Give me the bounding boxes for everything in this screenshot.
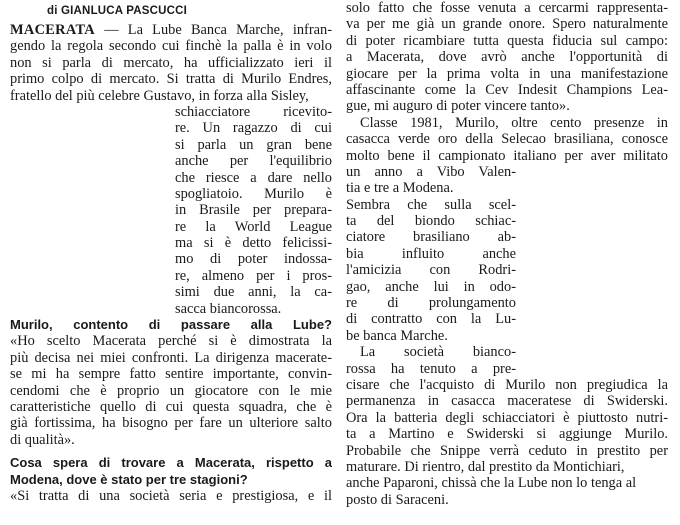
article-text-line: sacca biancorossa. bbox=[175, 300, 282, 317]
article-text-line: a Macerata, dove avrò anche l'opportunità di bbox=[346, 49, 668, 66]
article-text-line: ta a Martino e Swiderski si aggiunge Murilo. bbox=[346, 426, 668, 443]
paragraph-gap bbox=[10, 448, 332, 455]
article-text-line: spogliatoio. Murilo è bbox=[175, 185, 332, 202]
article-text-line: molto bene il campionato italiano per aver militato bbox=[346, 147, 668, 164]
article-text-line: in Brasile per prepara- bbox=[175, 202, 332, 219]
article-text-line: rossa ha tenuto a pre- bbox=[346, 360, 516, 377]
article-text-line: primo colpo di mercato. Si tratta di Murilo Endres, bbox=[10, 71, 332, 88]
article-text-line: fratello del più celebre Gustavo, in forza alla Sisley, bbox=[10, 87, 309, 104]
article-text-line: di poter ricambiare tutta questa fiducia sul campo: bbox=[346, 32, 668, 49]
article-text-line: gao, anche lui in odo- bbox=[346, 278, 516, 295]
article-text-line: cendomi che è proprio un giocatore con le mie bbox=[10, 382, 332, 399]
interview-question-line: Murilo, contento di passare alla Lube? bbox=[10, 317, 332, 333]
article-text-line: La società bianco- bbox=[360, 344, 516, 361]
interview-question-line: Cosa spera di trovare a Macerata, rispetto a bbox=[10, 455, 332, 471]
article-text-line: un anno a Vibo Valen- bbox=[346, 163, 516, 180]
article-text-line: «Si tratta di una società seria e prestigiosa, e il bbox=[10, 487, 332, 504]
article-text-line: maturare. Di rientro, dal prestito da Montichiari, bbox=[346, 458, 625, 475]
column-right-text bbox=[346, 0, 668, 508]
article-text-line: re di prolungamento bbox=[346, 295, 516, 312]
interview-question-line: Modena, dove è stato per tre stagioni? bbox=[10, 471, 248, 487]
article-text-line: mo di poter indossa- bbox=[175, 251, 332, 268]
article-text-line: si parla un gran bene bbox=[175, 136, 332, 153]
article-text-line: be banca Marche. bbox=[346, 327, 448, 344]
article-text-line: di contratto con la Lu- bbox=[346, 311, 516, 328]
article-text-line: che riesce a dare nello bbox=[175, 169, 332, 186]
article-text-line: Sembra che sulla scel- bbox=[346, 196, 516, 213]
article-text-line: «Ho scelto Macerata perché si è dimostrata la bbox=[10, 333, 332, 350]
article-text-line: schiacciatore ricevito- bbox=[175, 103, 332, 120]
dateline: MACERATA bbox=[10, 22, 96, 38]
article-text-line bbox=[10, 22, 332, 38]
article-text-line: l'amicizia con Rodri- bbox=[346, 262, 516, 279]
article-text-line: affascinante come la Cev Indesit Champions Lea- bbox=[346, 81, 668, 98]
article-text-line: posto di Saraceni. bbox=[346, 491, 449, 508]
article-text-line: più decisa nei miei confronti. La dirigenza macerate- bbox=[10, 349, 332, 366]
article-text-line: Classe 1981, Murilo, oltre cento presenze in bbox=[360, 114, 668, 131]
article-text-line: non si parla di mercato, ha ufficializzato ieri il bbox=[10, 54, 332, 71]
article-text-line: cisare che l'acquisto di Murilo non pregiudica la bbox=[346, 376, 668, 393]
article-text-line: bia influito anche bbox=[346, 245, 516, 262]
article-text-line: ta del biondo schiac- bbox=[346, 213, 516, 230]
article-text-line: se mi ha sempre fatto sentire importante, convin- bbox=[10, 366, 332, 383]
article-text-line: anche per l'equilibrio bbox=[175, 153, 332, 170]
article-text-line: Probabile che Snippe verrà ceduto in prestito per bbox=[346, 442, 668, 459]
article-text-line: re, almeno per i pros- bbox=[175, 267, 332, 284]
article-text-line: già fortissima, ha bisogno per fare un ulteriore salto bbox=[10, 415, 332, 432]
article-text-line: casacca verde oro della Selecao brasiliana, conosce bbox=[346, 131, 668, 148]
article-text-line: re. Un ragazzo di cui bbox=[175, 120, 332, 137]
byline: di GIANLUCA PASCUCCI bbox=[47, 5, 188, 17]
article-text-line: va per me già un grande onore. Spero naturalmente bbox=[346, 16, 668, 33]
article-text-line: simi due anni, la ca- bbox=[175, 284, 332, 301]
article-text-line: anche Paparoni, chissà che la Lube non lo tenga al bbox=[346, 475, 637, 492]
article-text-line: gue, mi auguro di poter vincere tanto». bbox=[346, 98, 570, 115]
lead-text: — La Lube Banca Marche, infran- bbox=[95, 22, 332, 38]
article-column-right bbox=[346, 0, 668, 508]
article-column-left bbox=[10, 0, 332, 504]
article-text-line: permanenza in casacca maceratese di Swiderski. bbox=[346, 393, 668, 410]
article-text-line: solo fatto che fosse venuta a cercarmi rappresenta- bbox=[346, 0, 668, 16]
article-text-line: Ora la batteria degli schiacciatori è piuttosto nutri- bbox=[346, 409, 668, 426]
article-text-line: giocare per la prima volta in una manifestazione bbox=[346, 65, 668, 82]
article-text-line: caratteristiche quello di cui questa squadra, che è bbox=[10, 398, 332, 415]
article-text-line: tia e tre a Modena. bbox=[346, 180, 454, 197]
article-text-line: gendo la regola secondo cui finchè la palla è in volo bbox=[10, 38, 332, 55]
article-text-line: re la World League bbox=[175, 218, 332, 235]
article-text-line: ciatore brasiliano ab- bbox=[346, 229, 516, 246]
article-text-line: ma si è detto felicissi- bbox=[175, 235, 332, 252]
column-left-text bbox=[10, 22, 332, 504]
article-text-line: di qualità». bbox=[10, 431, 75, 448]
